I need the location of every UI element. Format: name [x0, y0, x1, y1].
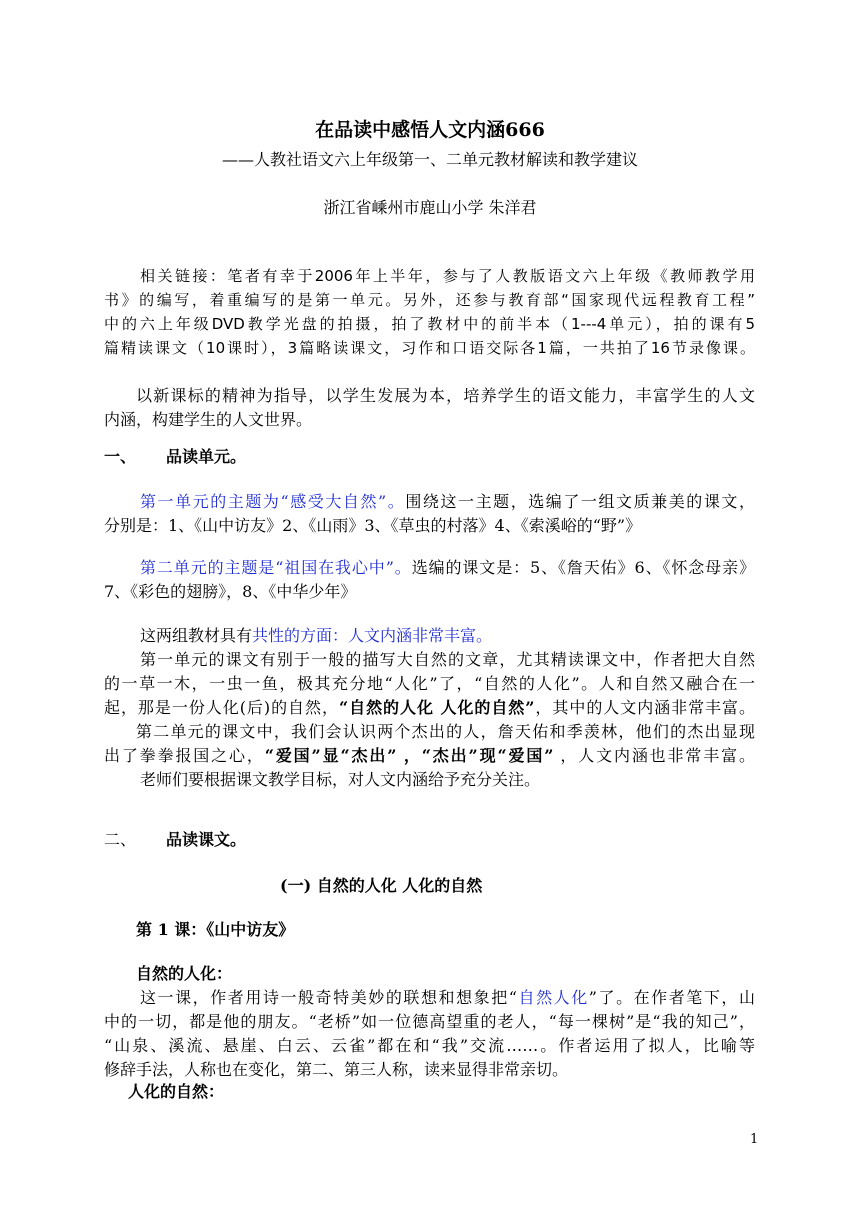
page-number: 1	[750, 1132, 759, 1147]
common-line: 这两组教材具有共性的方面：人文内涵非常丰富。	[140, 626, 493, 645]
section2-title: 品读课文。	[166, 830, 247, 849]
section2-number: 二、	[104, 830, 137, 849]
lesson1-heading-2: 人化的自然：	[128, 1082, 225, 1101]
unit2-theme: 第二单元的主题是“祖国在我心中”。	[140, 558, 412, 577]
common-p2-line-1: 第二单元的课文中，我们会认识两个杰出的人，詹天佑和季羡林，他们的杰出显现	[136, 722, 755, 741]
common-p1-line-3: 起，那是一份人化(后)的自然，“自然的人化 人化的自然”，其中的人文内涵非常丰富。	[104, 698, 755, 717]
intro-line-2: 内涵，构建学生的人文世界。	[104, 410, 313, 429]
unit1-theme: 第一单元的主题为“感受大自然”。	[140, 492, 406, 511]
common-highlight: 共性的方面：人文内涵非常丰富。	[252, 626, 493, 645]
note-line-4: 篇精读课文（10课时），3篇略读课文，习作和口语交际各1篇，一共拍了16节录像课。	[104, 339, 755, 357]
patriot-phrase: “爱国”显“杰出” ，“杰出”现“爱国”	[264, 746, 554, 765]
common-p1-line-2: 的一草一木，一虫一鱼，极其充分地“人化”了，“自然的人化”。人和自然又融合在一	[104, 674, 755, 693]
page-subtitle: ——人教社语文六上年级第一、二单元教材解读和教学建议	[221, 150, 638, 169]
page-title: 在品读中感悟人文内涵666	[315, 119, 545, 141]
unit2-line-1: 第二单元的主题是“祖国在我心中”。选编的课文是：5、《詹天佑》6、《怀念母亲》	[140, 558, 755, 577]
unit2-line-2: 7、《彩色的翅膀》，8、《中华少年》	[104, 582, 357, 601]
lesson1-title: 第 1 课：《山中访友》	[136, 920, 295, 939]
common-p3: 老师们要根据课文教学目标，对人文内涵给予充分关注。	[140, 770, 541, 789]
intro-line-1: 以新课标的精神为指导，以学生发展为本，培养学生的语文能力，丰富学生的人文	[136, 386, 755, 405]
note-line-1: 相关链接：笔者有幸于2006年上半年，参与了人教版语文六上年级《教师教学用	[140, 267, 755, 285]
section1-number: 一、	[104, 447, 137, 466]
note-line-3: 中的六上年级DVD教学光盘的拍摄，拍了教材中的前半本（1---4单元），拍的课有5	[104, 315, 755, 333]
lesson1-heading-1: 自然的人化：	[136, 964, 233, 983]
subheading: (一) 自然的人化 人化的自然	[280, 876, 483, 895]
author-line: 浙江省嵊州市鹿山小学 朱洋君	[323, 198, 537, 217]
lesson1-line-2: 中的一切，都是他的朋友。“老桥”如一位德高望重的老人，“每一棵树”是“我的知己”，	[104, 1012, 755, 1031]
lesson1-line-1: 这一课，作者用诗一般奇特美妙的联想和想象把“自然人化”了。在作者笔下，山	[140, 988, 755, 1007]
lesson1-line-4: 修辞手法，人称也在变化，第二、第三人称，读来显得非常亲切。	[104, 1060, 569, 1079]
common-p2-line-2: 出了拳拳报国之心，“爱国”显“杰出” ，“杰出”现“爱国” ，人文内涵也非常丰富。	[104, 746, 755, 765]
section1-title: 品读单元。	[166, 447, 247, 466]
common-p1-line-1: 第一单元的课文有别于一般的描写大自然的文章，尤其精读课文中，作者把大自然	[140, 650, 755, 669]
unit1-line-2: 分别是：1、《山中访友》2、《山雨》3、《草虫的村落》4、《索溪峪的“野”》	[104, 516, 642, 535]
note-line-2: 书》的编写，着重编写的是第一单元。另外，还参与教育部“国家现代远程教育工程”	[104, 291, 755, 309]
unit1-line-1: 第一单元的主题为“感受大自然”。围绕这一主题，选编了一组文质兼美的课文，	[140, 492, 755, 511]
lesson1-highlight: 自然人化	[516, 988, 589, 1007]
nature-phrase: “自然的人化 人化的自然”	[338, 698, 535, 717]
lesson1-line-3: “山泉、溪流、悬崖、白云、云雀”都在和“我”交流……。作者运用了拟人，比喻等	[104, 1036, 755, 1055]
